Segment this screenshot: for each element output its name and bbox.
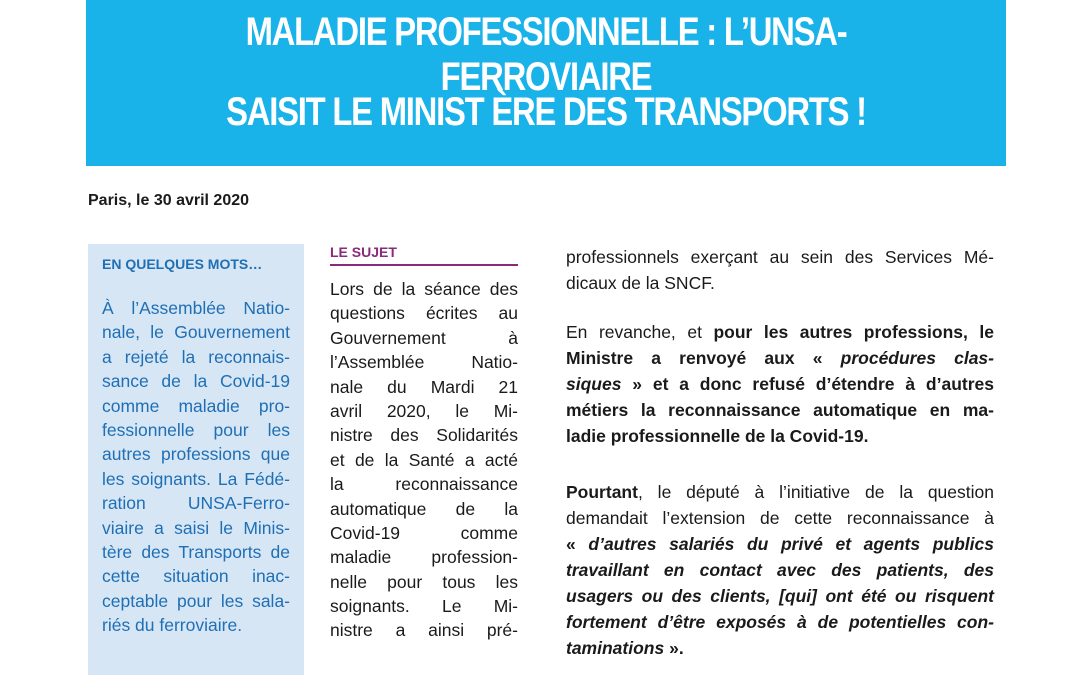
- sujet-line: la reconnaissance: [330, 474, 518, 495]
- body-line: métiers la reconnaissance automatique en ma-: [566, 400, 994, 420]
- summary-line: ration UNSA-Ferro-: [102, 493, 290, 514]
- summary-line: riés du ferroviaire.: [102, 615, 243, 636]
- italic-run: procédures clas-: [840, 348, 994, 368]
- italic-run: siques: [566, 374, 622, 394]
- body-line: [566, 635, 994, 661]
- title-banner: [86, 0, 1006, 166]
- body-line: [566, 319, 994, 345]
- paragraph-2: [566, 319, 994, 449]
- sujet-text: [330, 277, 518, 643]
- bold-run: ».: [664, 638, 684, 658]
- sujet-line: nelle pour tous les: [330, 571, 518, 592]
- body-line: [566, 371, 994, 397]
- summary-line: viaire a saisi le Minis-: [102, 517, 290, 538]
- bold-run: pour les autres professions, le: [713, 322, 994, 342]
- dateline: Paris, le 30 avril 2020: [88, 192, 250, 209]
- summary-line: tère des Transports de: [102, 541, 290, 562]
- italic-run: d’autres salariés du privé et agents publics: [588, 534, 994, 554]
- sujet-line: Covid-19 comme: [330, 522, 518, 543]
- summary-text: [102, 296, 290, 637]
- headline-line-1: MALADIE PROFESSIONNELLE : L’UNSA-FERROVIAIRE: [245, 10, 847, 99]
- sujet-column: [330, 244, 518, 641]
- body-line: [566, 345, 994, 371]
- summary-line: a rejeté la reconnais-: [102, 346, 290, 367]
- summary-line: sance de la Covid-19: [102, 371, 290, 392]
- body-line: fortement d’être exposés à de potentielles con-: [566, 612, 994, 632]
- text-run: , le député à l’initiative de la question: [637, 482, 994, 502]
- body-line: travaillant en contact avec des patients, des: [566, 560, 994, 580]
- summary-line: ceptable pour les sala-: [102, 590, 290, 611]
- body-line: [566, 531, 994, 557]
- summary-line: cette situation inac-: [102, 566, 290, 587]
- summary-line: À l’Assemblée Natio-: [102, 298, 290, 318]
- section-label-sujet: LE SUJET: [330, 244, 518, 266]
- summary-line: comme maladie pro-: [102, 395, 290, 416]
- sujet-line: Lors de la séance des: [330, 279, 518, 299]
- sujet-line: maladie profession-: [330, 547, 518, 568]
- summary-line: les soignants. La Fédé-: [102, 468, 290, 489]
- sujet-line: soignants. Le Mi-: [330, 596, 518, 617]
- sujet-line: avril 2020, le Mi-: [330, 400, 518, 421]
- sujet-line: l’Assemblée Natio-: [330, 352, 518, 373]
- sujet-line: et de la Santé a acté: [330, 449, 518, 470]
- summary-line: autres professions que: [102, 444, 290, 465]
- body-line: demandait l’extension de cette reconnaissance à: [566, 508, 994, 528]
- sujet-line: Gouvernement à: [330, 327, 518, 348]
- italic-run: taminations: [566, 638, 665, 658]
- sujet-line: questions écrites au: [330, 303, 518, 324]
- text-run: En revanche, et: [566, 322, 714, 342]
- sujet-line: nistre des Solidarités: [330, 425, 518, 446]
- body-line: [566, 479, 994, 505]
- bold-run: Pourtant: [566, 482, 638, 502]
- summary-line: fessionnelle pour les: [102, 419, 290, 440]
- body-line: usagers ou des clients, [qui] ont été ou risquent: [566, 586, 994, 606]
- paragraph-3: [566, 479, 994, 661]
- bold-run: Ministre a renvoyé aux «: [566, 348, 841, 368]
- bold-run: » et a donc refusé d’étendre à d’autres: [621, 374, 994, 394]
- body-line: dicaux de la SNCF.: [566, 273, 715, 293]
- summary-line: nale, le Gouvernement: [102, 322, 290, 343]
- summary-box: [88, 244, 304, 675]
- sujet-line: nale du Mardi 21: [330, 376, 518, 397]
- body-line: professionnels exerçant au sein des Services Mé-: [566, 247, 994, 267]
- sujet-line: nistre a ainsi pré-: [330, 620, 518, 641]
- paragraph-1: [566, 244, 994, 296]
- headline-line-2: SAISIT LE MINIST ÈRE DES TRANSPORTS !: [226, 90, 866, 134]
- sujet-line: automatique de la: [330, 498, 518, 519]
- text-run: «: [566, 534, 589, 554]
- summary-title: EN QUELQUES MOTS…: [102, 256, 263, 272]
- body-line: ladie professionnelle de la Covid-19.: [566, 426, 869, 446]
